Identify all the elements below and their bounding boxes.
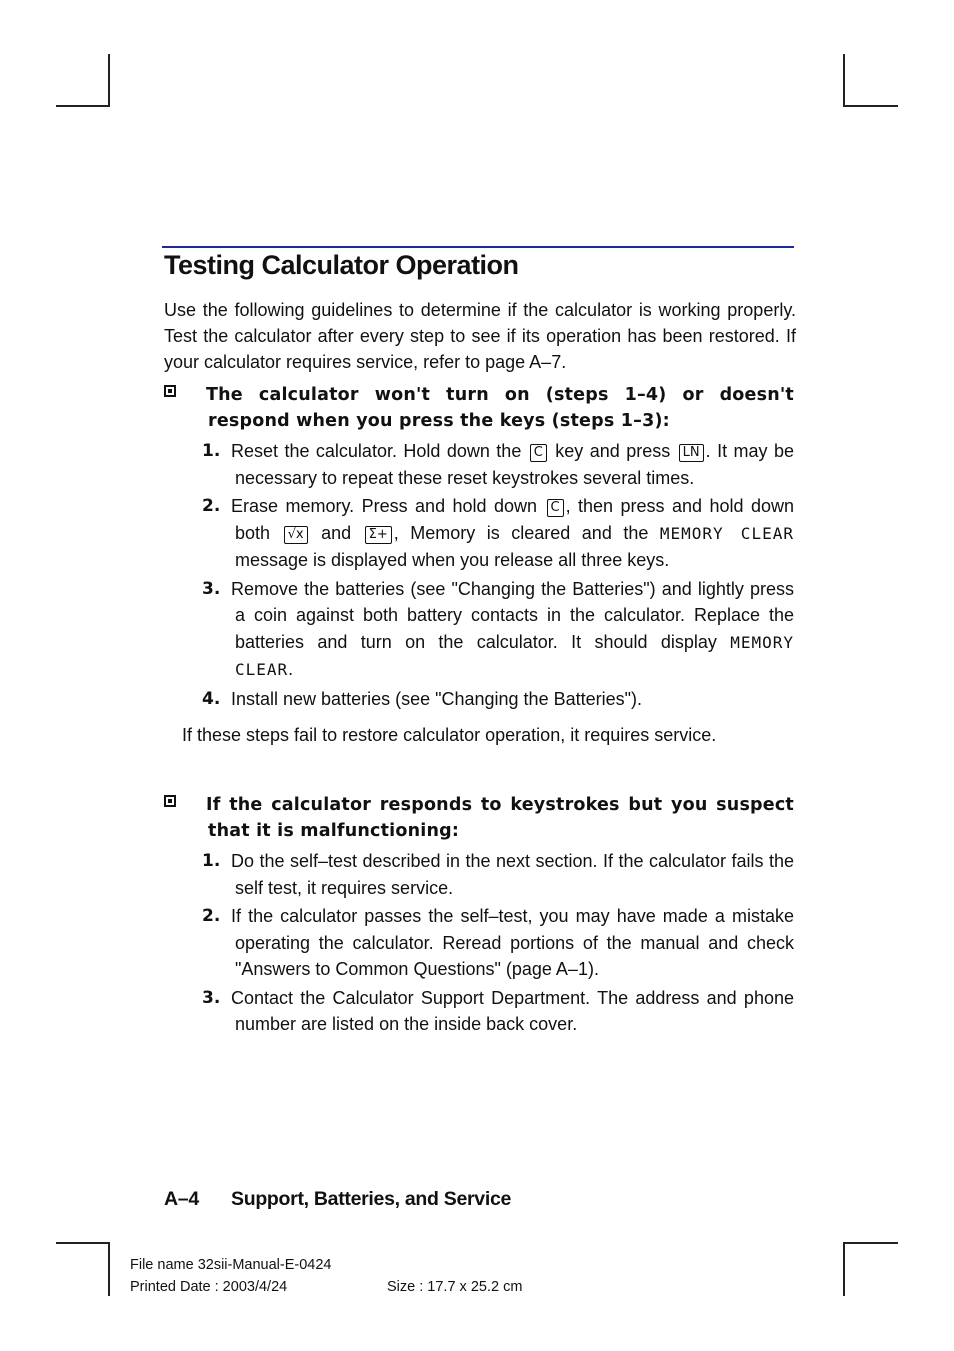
lcd-display-text: CLEAR [235, 660, 289, 679]
page-number: A–4 [164, 1188, 199, 1210]
section-heading-line: The calculator won't turn on (steps 1–4) or doesn't [206, 385, 794, 405]
step-line [231, 438, 794, 465]
page-footer [164, 1188, 511, 1211]
step-line [235, 656, 794, 684]
step-text: . It may be [705, 441, 794, 461]
step-line: a coin against both battery contacts in the calculator. Replace the [235, 605, 794, 625]
section-heading-line: respond when you press the keys (steps 1–3): [208, 411, 670, 431]
step-line: operating the calculator. Reread portions of the manual and check [235, 932, 794, 953]
crop-mark [843, 54, 845, 107]
c-key-icon: C [547, 499, 564, 517]
step-line: Contact the Calculator Support Department. The address and phone [231, 987, 794, 1008]
step-number: 4. [202, 688, 221, 709]
step-line [231, 493, 794, 520]
step-text: Erase memory. Press and hold down [231, 496, 538, 516]
page-title: Testing Calculator Operation [164, 250, 519, 280]
intro-line: Test the calculator after every step to see if its operation has been restored. If [164, 326, 796, 346]
step-text: and [321, 522, 352, 543]
intro-paragraph [164, 297, 796, 375]
section-heading-line: that it is malfunctioning: [208, 821, 460, 841]
title-rule [162, 246, 794, 248]
footer-section-title: Support, Batteries, and Service [231, 1188, 512, 1210]
step-line: number are listed on the inside back cover. [235, 1014, 578, 1034]
list-item [164, 576, 794, 684]
crop-mark [56, 1242, 110, 1244]
crop-mark [56, 105, 110, 107]
troubleshoot-section-malfunction [164, 792, 794, 1040]
crop-mark [108, 54, 110, 107]
steps-list [164, 438, 794, 712]
step-text: Reset the calculator. Hold down the [231, 441, 522, 461]
intro-line: Use the following guidelines to determine if the calculator is working properly. [164, 300, 796, 320]
crop-mark [108, 1242, 110, 1296]
lcd-display-text: MEMORY [730, 632, 794, 652]
step-line: message is displayed when you release all three keys. [235, 550, 670, 570]
step-text: batteries and turn on the calculator. It should display [235, 631, 717, 652]
troubleshoot-section-no-power [164, 382, 794, 714]
step-line: Install new batteries (see "Changing the Batteries"). [231, 688, 642, 709]
section-heading-line: If the calculator responds to keystrokes but you suspect [206, 795, 794, 815]
sigma-plus-key-icon: Σ+ [365, 526, 392, 544]
step-line: Do the self–test described in the next section. If the calculator fails the [231, 851, 794, 871]
list-item [164, 686, 794, 713]
list-item [164, 493, 794, 574]
step-number: 2. [202, 496, 221, 516]
step-number: 1. [202, 441, 221, 461]
step-text: key and press [555, 441, 671, 461]
step-text: , then press and hold down [565, 496, 794, 516]
ln-key-icon: LN [679, 444, 704, 462]
print-metadata [130, 1254, 332, 1298]
file-name: File name 32sii-Manual-E-0424 [130, 1257, 332, 1273]
c-key-icon: C [530, 444, 547, 462]
crop-mark [843, 105, 898, 107]
list-item [164, 438, 794, 491]
lcd-display-text: MEMORY CLEAR [659, 523, 794, 543]
step-text: . [288, 659, 294, 679]
square-bullet-icon [164, 795, 176, 807]
square-bullet-icon [164, 385, 176, 397]
service-note: If these steps fail to restore calculator operation, it requires service. [182, 725, 717, 745]
step-number: 2. [202, 906, 221, 926]
section-heading [208, 792, 794, 844]
intro-line: your calculator requires service, refer to page A–7. [164, 352, 567, 372]
section-heading [208, 382, 794, 434]
step-number: 3. [202, 578, 221, 599]
step-line [235, 520, 794, 548]
crop-mark [843, 1242, 898, 1244]
step-line [235, 629, 794, 657]
list-item [164, 985, 794, 1038]
crop-mark [843, 1242, 845, 1296]
list-item [164, 848, 794, 901]
page-size: Size : 17.7 x 25.2 cm [387, 1279, 523, 1295]
steps-list [164, 848, 794, 1038]
step-line: If the calculator passes the self–test, you may have made a mistake [231, 906, 794, 926]
sqrt-key-icon: √x [284, 526, 308, 544]
step-line: necessary to repeat these reset keystrokes several times. [235, 467, 695, 488]
step-line: self test, it requires service. [235, 877, 454, 898]
step-text: , Memory is cleared and the [393, 522, 649, 543]
step-number: 3. [202, 987, 221, 1008]
step-line: Remove the batteries (see "Changing the Batteries") and lightly press [231, 578, 794, 599]
step-number: 1. [202, 851, 221, 871]
printed-date: Printed Date : 2003/4/24 [130, 1279, 288, 1295]
step-line: "Answers to Common Questions" (page A–1). [235, 959, 599, 979]
step-text: both [235, 522, 271, 543]
list-item [164, 903, 794, 983]
